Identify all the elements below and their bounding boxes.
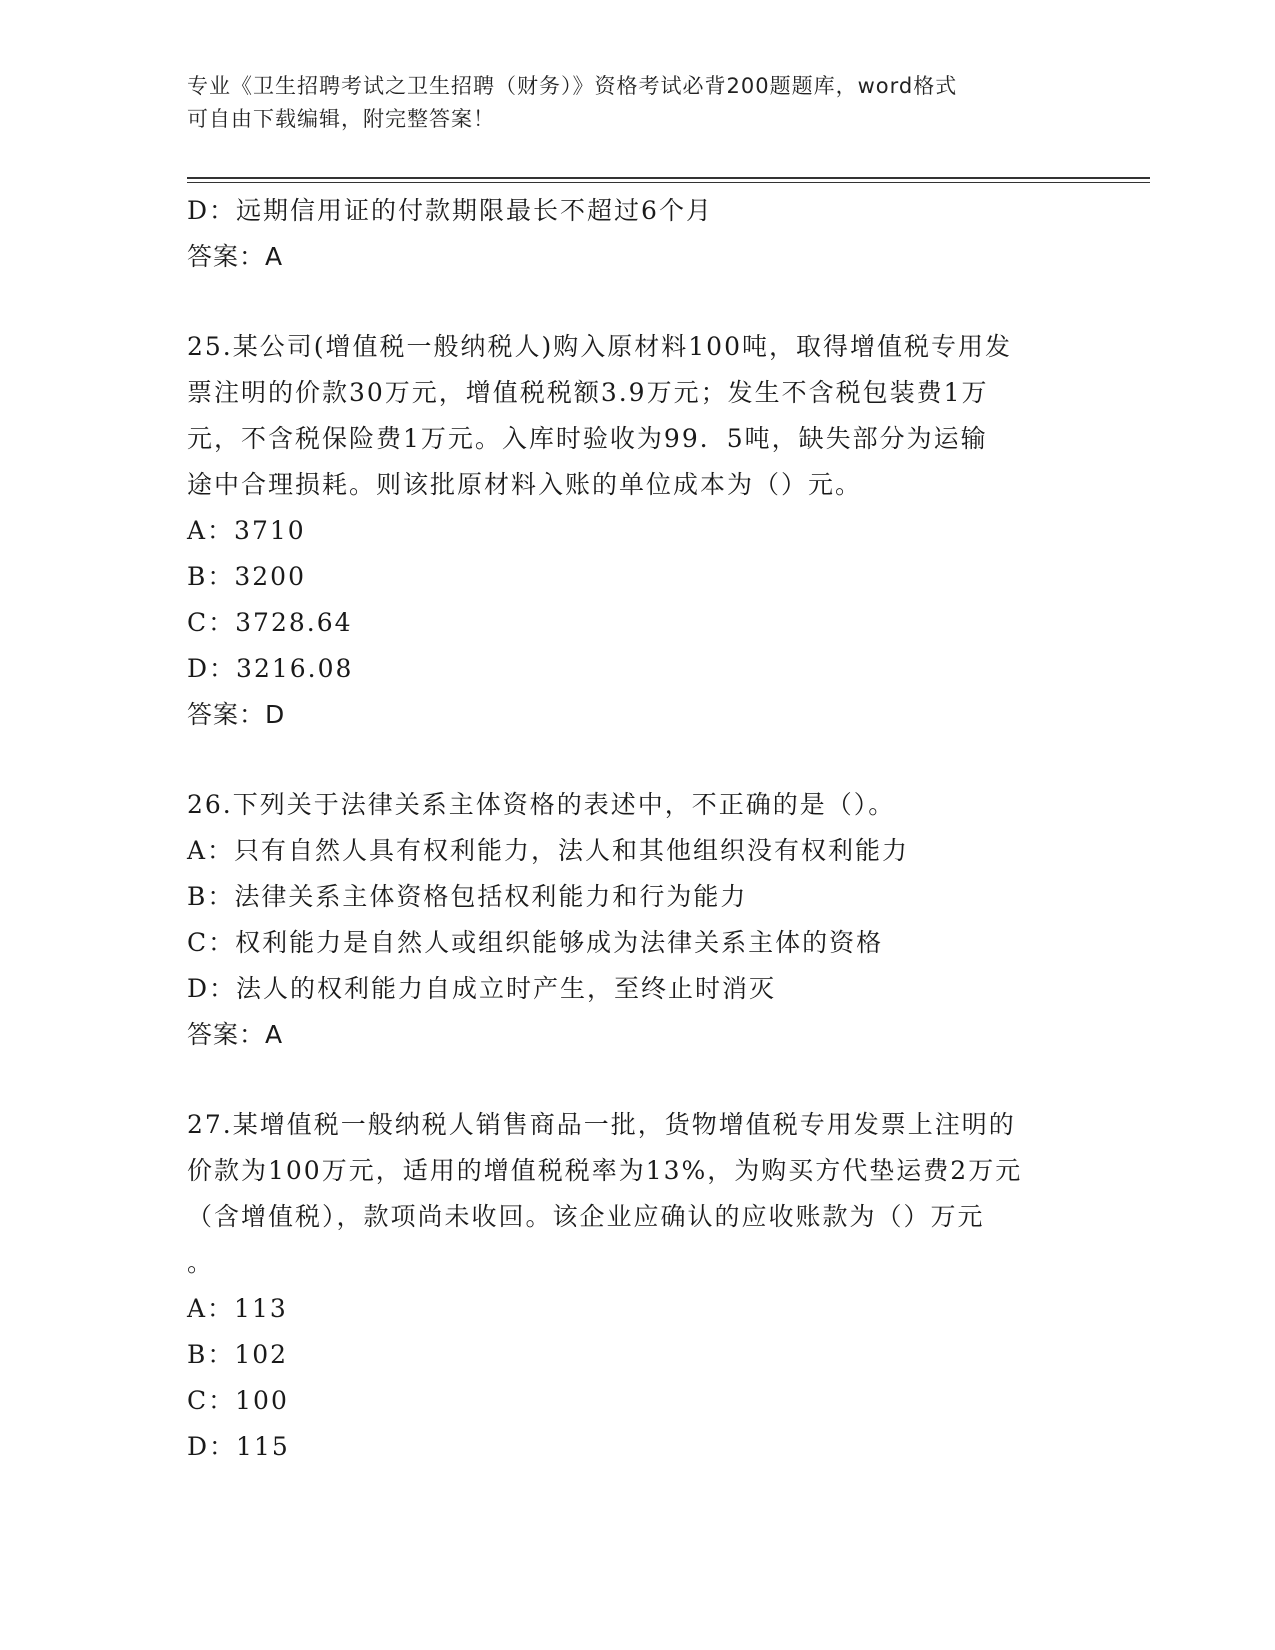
spacer xyxy=(187,738,1087,782)
question-stem: 。 xyxy=(187,1248,215,1277)
answer: 答案：A xyxy=(187,1020,284,1049)
answer: 答案：A xyxy=(187,242,284,271)
question-stem: （含增值税），款项尚未收回。该企业应确认的应收账款为（）万元 xyxy=(187,1202,985,1231)
spacer xyxy=(187,280,1087,324)
option-b: B：法律关系主体资格包括权利能力和行为能力 xyxy=(187,882,748,911)
question-content xyxy=(187,188,1087,1470)
option-c: C：100 xyxy=(187,1386,289,1415)
header-divider-thick xyxy=(187,177,1150,179)
option-a: A：113 xyxy=(187,1294,288,1323)
question-stem: 途中合理损耗。则该批原材料入账的单位成本为（）元。 xyxy=(187,470,863,499)
question-stem: 元，不含税保险费1万元。入库时验收为99．5吨，缺失部分为运输 xyxy=(187,424,988,453)
question-26 xyxy=(187,782,1087,1058)
question-stem: 价款为100万元，适用的增值税税率为13%，为购买方代垫运费2万元 xyxy=(187,1156,1023,1185)
option-c: C：3728.64 xyxy=(187,608,353,637)
option-b: B：102 xyxy=(187,1340,289,1369)
question-stem: 25.某公司(增值税一般纳税人)购入原材料100吨，取得增值税专用发 xyxy=(187,332,1012,361)
answer: 答案：D xyxy=(187,700,286,729)
header-title-line1: 专业《卫生招聘考试之卫生招聘（财务）》资格考试必背200题题库，word格式 xyxy=(187,74,958,98)
question-25 xyxy=(187,324,1087,738)
option-d: D：3216.08 xyxy=(187,654,354,683)
question-stem: 26.下列关于法律关系主体资格的表述中，不正确的是（）。 xyxy=(187,790,896,819)
question-24-tail xyxy=(187,188,1087,280)
question-stem: 票注明的价款30万元，增值税税额3.9万元；发生不含税包装费1万 xyxy=(187,378,989,407)
header-title-line2: 可自由下载编辑，附完整答案！ xyxy=(187,107,495,131)
option-a: A：3710 xyxy=(187,516,306,545)
question-stem: 27.某增值税一般纳税人销售商品一批，货物增值税专用发票上注明的 xyxy=(187,1110,1016,1139)
option-c: C：权利能力是自然人或组织能够成为法律关系主体的资格 xyxy=(187,928,884,957)
option-d: D：法人的权利能力自成立时产生，至终止时消灭 xyxy=(187,974,777,1003)
option-a: A：只有自然人具有权利能力，法人和其他组织没有权利能力 xyxy=(187,836,910,865)
option-d: D：远期信用证的付款期限最长不超过6个月 xyxy=(187,196,713,225)
question-27 xyxy=(187,1102,1087,1470)
document-header xyxy=(187,70,1067,136)
option-b: B：3200 xyxy=(187,562,306,591)
header-divider-thin xyxy=(187,182,1150,183)
spacer xyxy=(187,1058,1087,1102)
option-d: D：115 xyxy=(187,1432,290,1461)
